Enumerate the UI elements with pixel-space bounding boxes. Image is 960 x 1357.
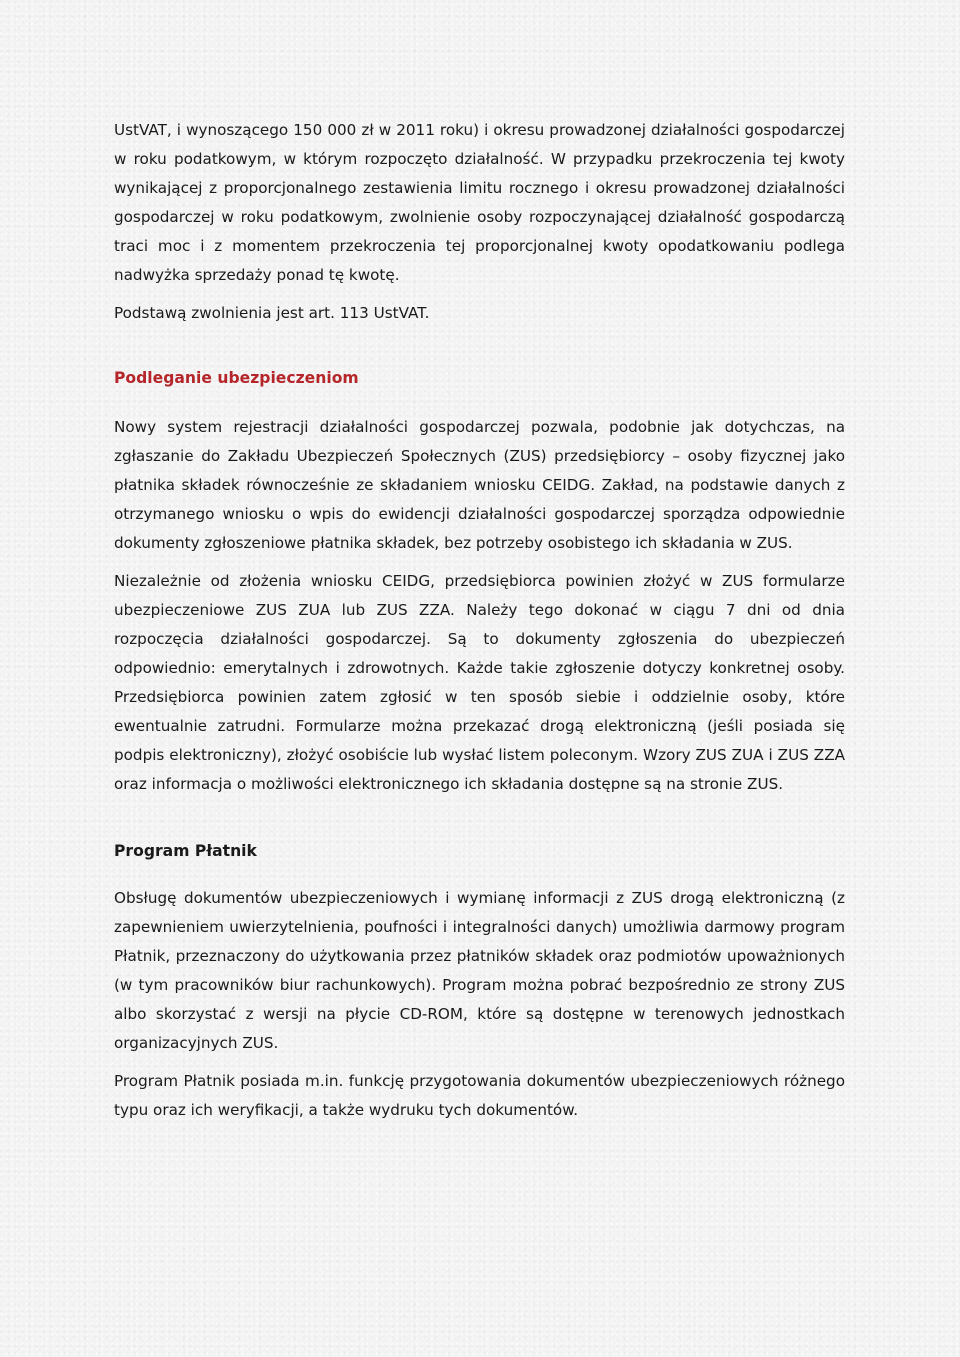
vat-limit-paragraph: UstVAT, i wynoszącego 150 000 zł w 2011 roku) i okresu prowadzonej działalności gospodarczej w roku podatkowym, w którym rozpoczęto działalność. W przypadku przekroczenia tej kwoty wynikającej z proporcjonalnego zestawienia limitu rocznego i okresu prowadzonej działalności gospodarczej w roku podatkowym, zwolnienie osoby rozpoczynającej działalność gospodarczą traci moc i z momentem przekroczenia tej proporcjonalnej kwoty opodatkowaniu podlega nadwyżka sprzedaży ponad tę kwotę.	[114, 121, 845, 284]
document-page	[114, 116, 845, 1134]
legal-basis-paragraph: Podstawą zwolnienia jest art. 113 UstVAT.	[114, 304, 430, 322]
registration-paragraph: Nowy system rejestracji działalności gospodarczej pozwala, podobnie jak dotychczas, na zgłaszanie do Zakładu Ubezpieczeń Społecznych (ZUS) przedsiębiorcy – osoby fizycznej jako płatnika składek równocześnie ze składaniem wniosku CEIDG. Zakład, na podstawie danych z otrzymanego wniosku o wpis do ewidencji działalności gospodarczej sporządza odpowiednie dokumenty zgłoszeniowe płatnika składek, bez potrzeby osobistego ich składania w ZUS.	[114, 418, 845, 552]
platnik-description-paragraph: Obsługę dokumentów ubezpieczeniowych i wymianę informacji z ZUS drogą elektroniczną (z zapewnieniem uwierzytelnienia, poufności i integralności danych) umożliwia darmowy program Płatnik, przeznaczony do użytkowania przez płatników składek oraz podmiotów upoważnionych (w tym pracowników biur rachunkowych). Program można pobrać bezpośrednio ze strony ZUS albo skorzystać z wersji na płycie CD-ROM, które są dostępne w terenowych jednostkach organizacyjnych ZUS.	[114, 889, 845, 1052]
vat-exemption-section	[114, 116, 845, 328]
platnik-section	[114, 837, 845, 1125]
platnik-heading: Program Płatnik	[114, 842, 257, 860]
insurance-section	[114, 364, 845, 799]
platnik-features-paragraph: Program Płatnik posiada m.in. funkcję przygotowania dokumentów ubezpieczeniowych różnego typu oraz ich weryfikacji, a także wydruku tych dokumentów.	[114, 1072, 845, 1119]
zus-forms-paragraph: Niezależnie od złożenia wniosku CEIDG, przedsiębiorca powinien złożyć w ZUS formularze ubezpieczeniowe ZUS ZUA lub ZUS ZZA. Należy tego dokonać w ciągu 7 dni od dnia rozpoczęcia działalności gospodarczej. Są to dokumenty zgłoszenia do ubezpieczeń odpowiednio: emerytalnych i zdrowotnych. Każde takie zgłoszenie dotyczy konkretnej osoby. Przedsiębiorca powinien zatem zgłosić w ten sposób siebie i oddzielnie osoby, które ewentualnie zatrudni. Formularze można przekazać drogą elektroniczną (jeśli posiada się podpis elektroniczny), złożyć osobiście lub wysłać listem poleconym. Wzory ZUS ZUA i ZUS ZZA oraz informacja o możliwości elektronicznego ich składania dostępne są na stronie ZUS.	[114, 572, 845, 793]
insurance-heading: Podleganie ubezpieczeniom	[114, 369, 359, 387]
